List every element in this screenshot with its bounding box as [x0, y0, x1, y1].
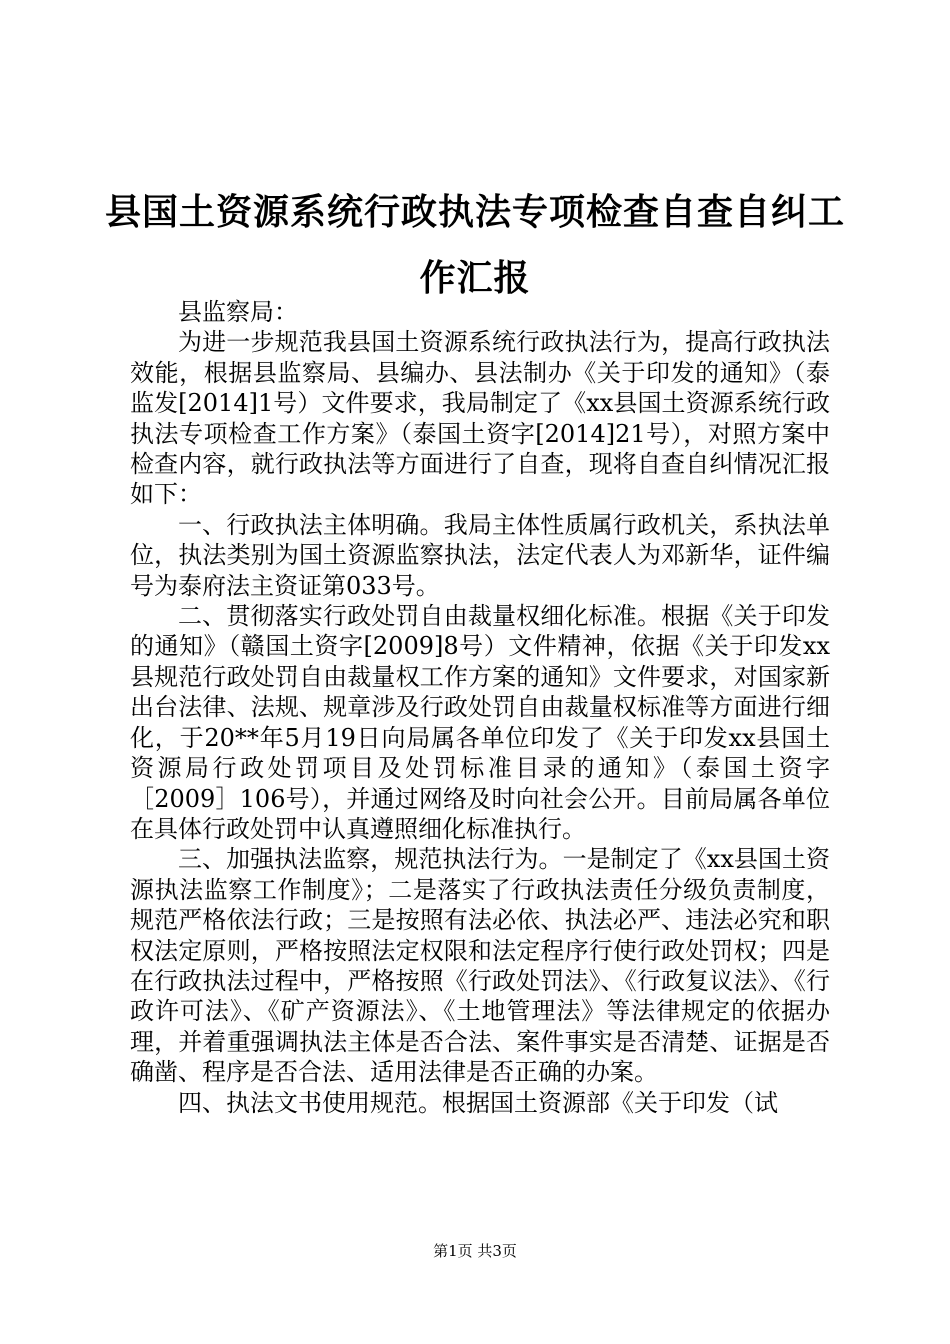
salutation: 县监察局：	[178, 298, 298, 326]
paragraph-section-4: 四、执法文书使用规范。根据国土资源部《关于印发（试	[178, 1088, 778, 1117]
document-body	[130, 297, 830, 1118]
paragraph-section-3: 三、加强执法监察，规范执法行为。一是制定了《xx县国土资源执法监察工作制度》；二是落实了行政执法责任分级负责制度，规范严格依法行政；三是按照有法必依、执法必严、违法必究和职权法定原则，严格按照法定权限和法定程序行使行政处罚权；四是在行政执法过程中，严格按照《行政处罚法》、《行政复议法》、《行政许可法》、《矿产资源法》、《土地管理法》等法律规定的依据办理，并着重强调执法主体是否合法、案件事实是否清楚、证据是否确凿、程序是否合法、适用法律是否正确的办案。	[130, 845, 830, 1087]
title-line-1: 县国土资源系统行政执法专项检查自查自纠工	[104, 192, 845, 233]
document-title	[0, 180, 950, 312]
title-line-2: 作汇报	[419, 258, 531, 299]
paragraph-intro: 为进一步规范我县国土资源系统行政执法行为，提高行政执法效能，根据县监察局、县编办、县法制办《关于印发的通知》（泰监发[2014]1号）文件要求，我局制定了《xx县国土资源系统行政执法专项检查工作方案》（泰国土资字[2014]21号），对照方案中检查内容，就行政执法等方面进行了自查，现将自查自纠情况汇报如下：	[130, 328, 830, 509]
page-footer: 第1页 共3页	[433, 1242, 517, 1260]
paragraph-section-1: 一、行政执法主体明确。我局主体性质属行政机关，系执法单位，执法类别为国土资源监察执法，法定代表人为邓新华，证件编号为泰府法主资证第033号。	[130, 510, 830, 600]
paragraph-section-2: 二、贯彻落实行政处罚自由裁量权细化标准。根据《关于印发的通知》（赣国土资字[2009]8号）文件精神，依据《关于印发xx县规范行政处罚自由裁量权工作方案的通知》文件要求，对国家新出台法律、法规、规章涉及行政处罚自由裁量权标准等方面进行细化，于20**年5月19日向局属各单位印发了《关于印发xx县国土资源局行政处罚项目及处罚标准目录的通知》（泰国土资字［2009］106号），并通过网络及时向社会公开。目前局属各单位在具体行政处罚中认真遵照细化标准执行。	[130, 602, 830, 843]
